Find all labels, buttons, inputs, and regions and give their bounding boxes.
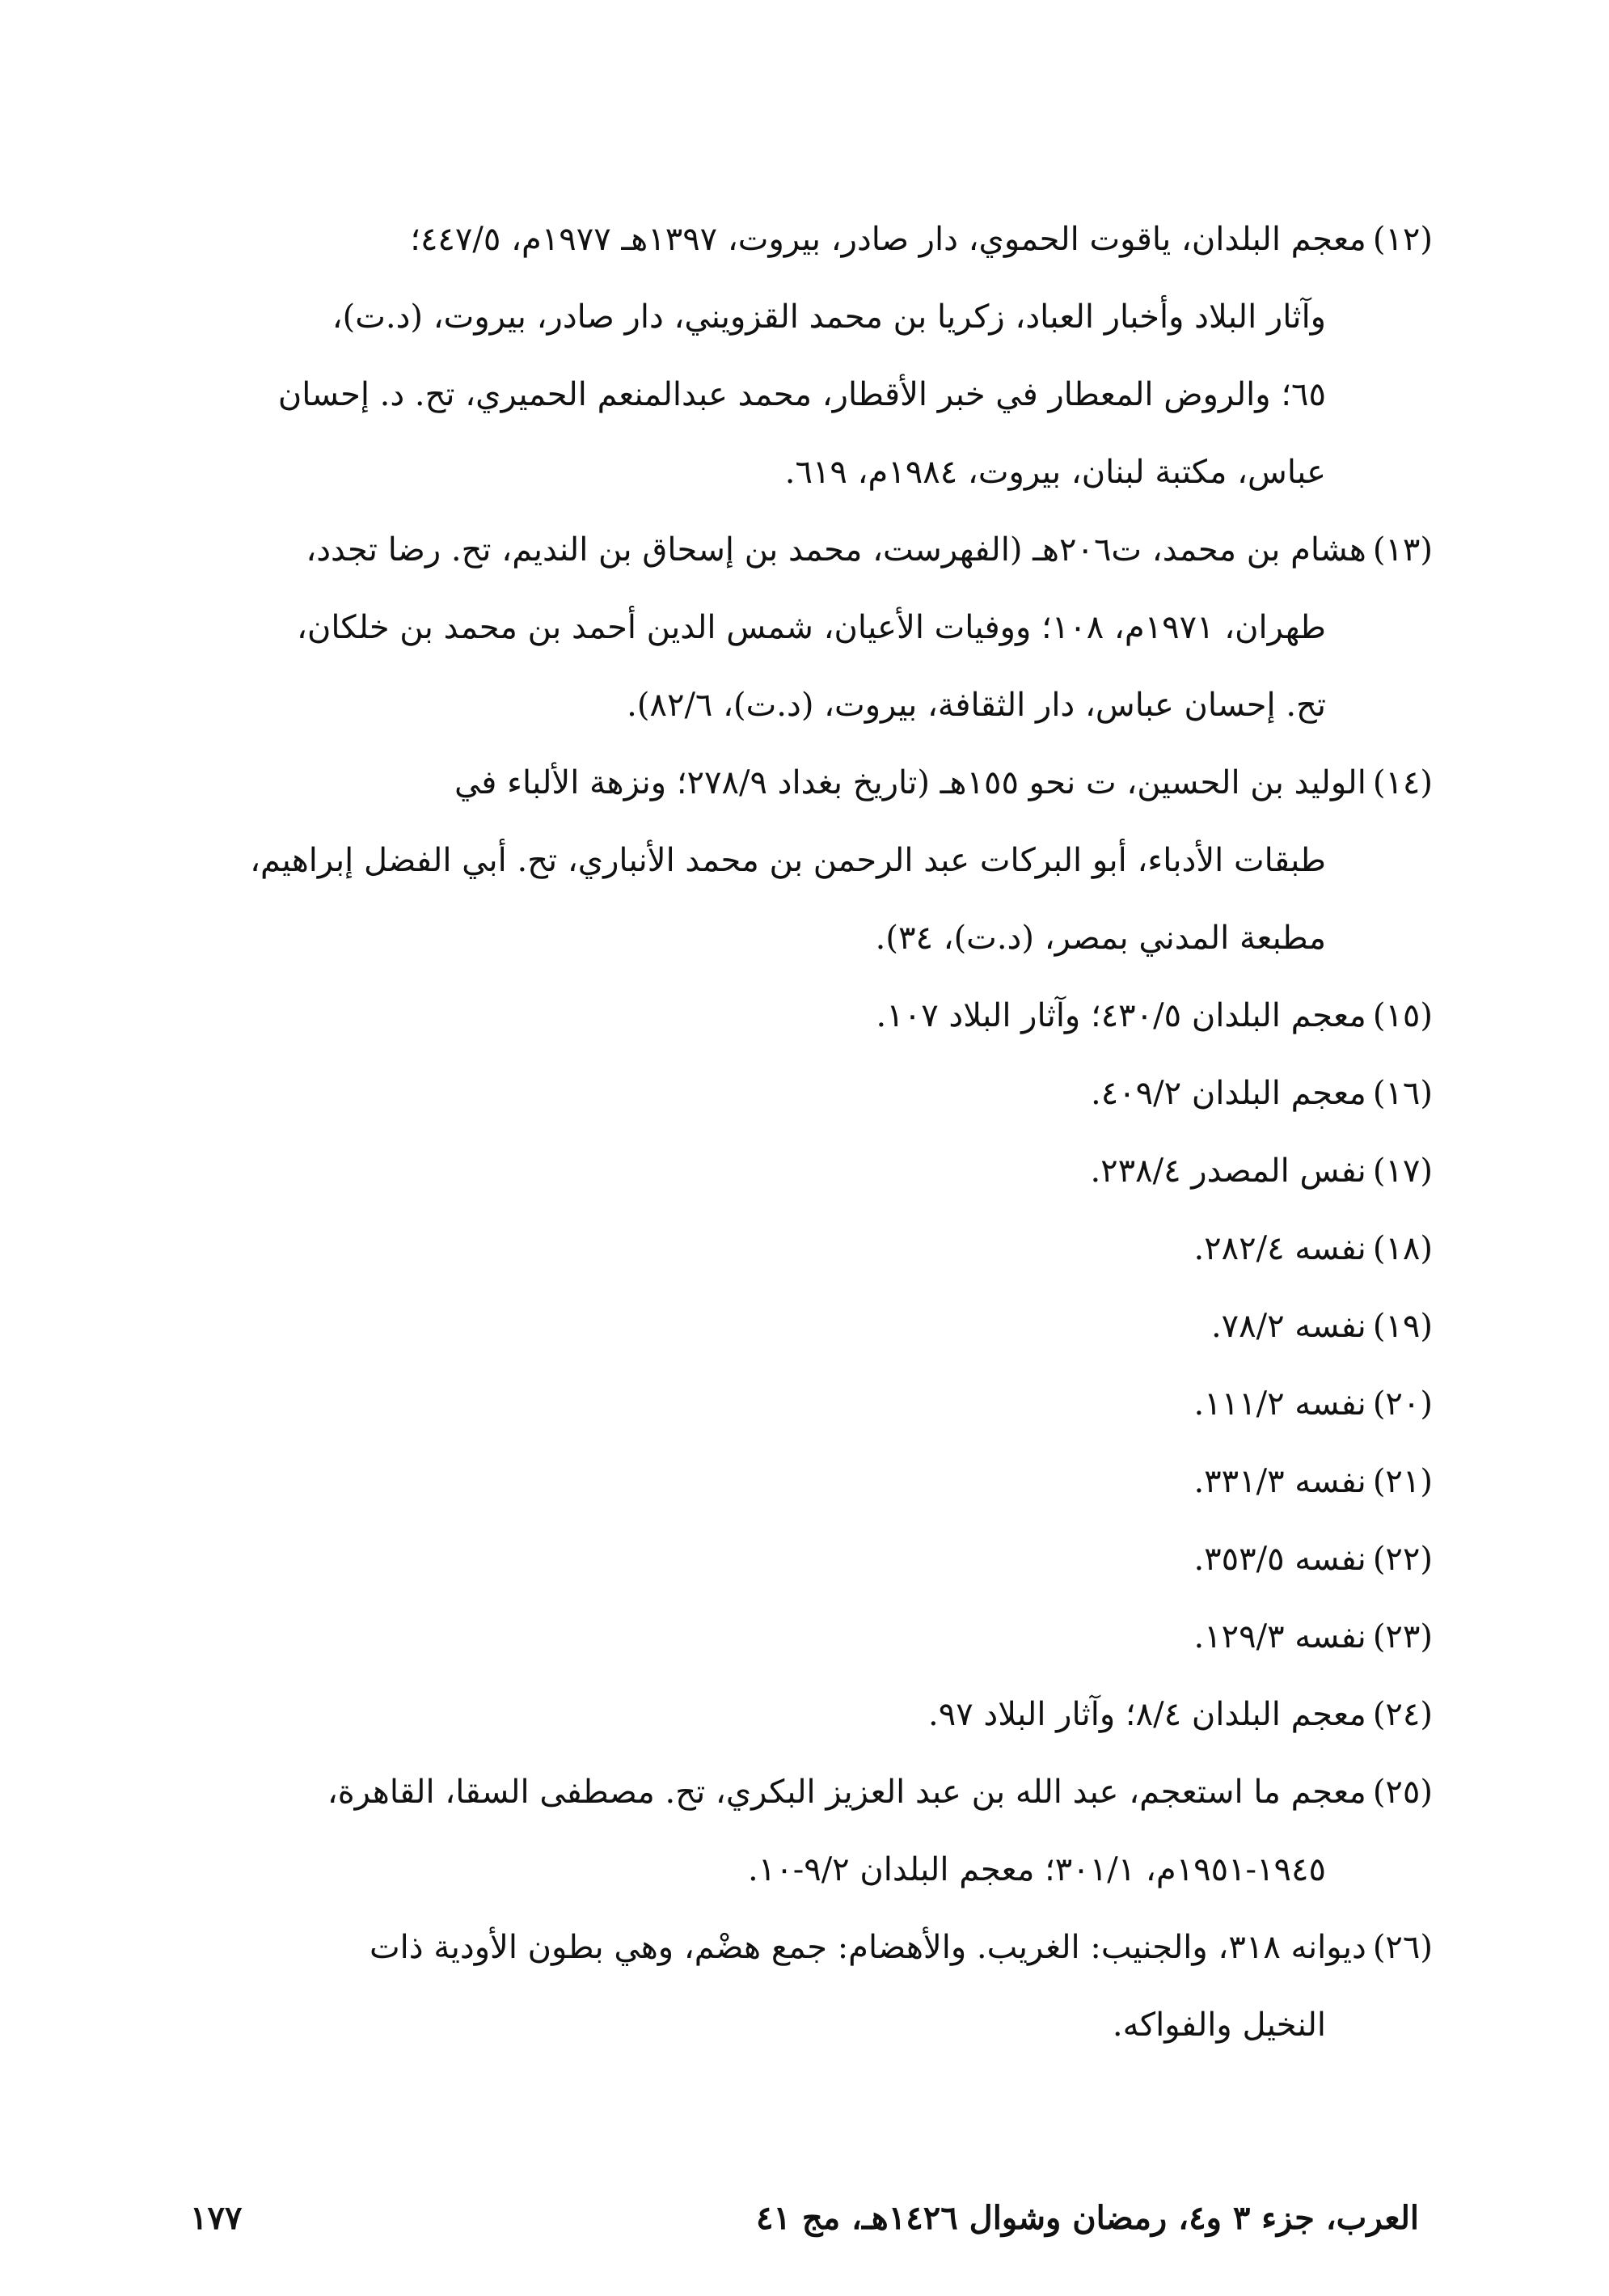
footnote-text: معجم البلدان، ياقوت الحموي، دار صادر، بيروت، ١٣٩٧هـ ١٩٧٧م، ٤٤٧/٥؛ <box>410 221 1366 258</box>
footnote-number: (٢٣) <box>1372 1618 1433 1655</box>
footnote-line: النخيل والفواكه. <box>1112 2006 1326 2044</box>
footnote-text: نفسه ٣٥٣/٥. <box>1193 1541 1366 1578</box>
footnote-13 <box>178 511 1433 744</box>
footnote-text: نفسه ٢٨٢/٤. <box>1193 1230 1366 1267</box>
footnote-number: (٢١) <box>1372 1463 1433 1500</box>
footnote-number: (٢٦) <box>1372 1929 1433 1966</box>
footnote-line: تح. إحسان عباس، دار الثقافة، بيروت، (د.ت)، ٨٢/٦). <box>627 687 1326 724</box>
footnote-line: عباس، مكتبة لبنان، بيروت، ١٩٨٤م، ٦١٩. <box>784 454 1326 491</box>
footnote-15 <box>178 977 1433 1055</box>
footnote-line: طبقات الأدباء، أبو البركات عبد الرحمن بن محمد الأنباري، تح. أبي الفضل إبراهيم، <box>250 842 1326 879</box>
footnote-number: (١٢) <box>1372 221 1433 258</box>
footnote-line: وآثار البلاد وأخبار العباد، زكريا بن محمد القزويني، دار صادر، بيروت، (د.ت)، <box>332 298 1326 336</box>
footnote-line <box>178 1909 1433 1986</box>
footnote-line: طهران، ١٩٧١م، ١٠٨؛ ووفيات الأعيان، شمس الدين أحمد بن محمد بن خلكان، <box>297 609 1326 646</box>
footnote-25 <box>178 1753 1433 1909</box>
footnote-text: نفسه ٧٨/٢. <box>1210 1308 1366 1345</box>
footnote-26 <box>178 1909 1433 2064</box>
footnote-number: (١٦) <box>1372 1075 1433 1112</box>
footnote-text: معجم البلدان ٤٠٩/٢. <box>1090 1075 1366 1112</box>
footnote-number: (٢٠) <box>1372 1385 1433 1423</box>
footnote-20 <box>178 1365 1433 1443</box>
footnotes-list <box>178 201 1433 2064</box>
footnote-21 <box>178 1443 1433 1520</box>
footnote-22 <box>178 1520 1433 1598</box>
footnote-number: (١٤) <box>1372 764 1433 801</box>
footnote-line: ٦٥؛ والروض المعطار في خبر الأقطار، محمد عبدالمنعم الحميري، تح. د. إحسان <box>277 376 1326 413</box>
footnote-14 <box>178 744 1433 977</box>
footnote-12 <box>178 201 1433 511</box>
footnote-16 <box>178 1055 1433 1132</box>
footnote-line <box>178 511 1433 589</box>
footnote-number: (١٩) <box>1372 1308 1433 1345</box>
footnote-text: معجم ما استعجم، عبد الله بن عبد العزيز البكري، تح. مصطفى السقا، القاهرة، <box>327 1774 1366 1811</box>
footnote-text: هشام بن محمد، ت٢٠٦هـ (الفهرست، محمد بن إسحاق بن النديم، تح. رضا تجدد، <box>306 531 1366 569</box>
footnote-19 <box>178 1288 1433 1365</box>
footnote-line: مطبعة المدني بمصر، (د.ت)، ٣٤). <box>875 920 1326 957</box>
footnote-18 <box>178 1210 1433 1288</box>
page-number: ١٧٧ <box>190 2198 243 2237</box>
footnote-number: (٢٤) <box>1372 1696 1433 1733</box>
footnote-number: (١٧) <box>1372 1152 1433 1190</box>
footnote-number: (١٥) <box>1372 997 1433 1034</box>
journal-citation: العرب، جزء ٣ و٤، رمضان وشوال ١٤٢٦هـ، مج ٤١ <box>755 2198 1419 2237</box>
page-footer <box>190 2193 1419 2242</box>
footnote-number: (١٨) <box>1372 1230 1433 1267</box>
footnote-line <box>178 744 1433 822</box>
footnote-line <box>178 201 1433 278</box>
footnote-line <box>178 1753 1433 1831</box>
footnote-23 <box>178 1598 1433 1676</box>
footnote-text: نفس المصدر ٢٣٨/٤. <box>1090 1152 1366 1190</box>
footnote-17 <box>178 1132 1433 1210</box>
footnote-text: نفسه ١٢٩/٣. <box>1193 1618 1366 1655</box>
footnote-text: معجم البلدان ٨/٤؛ وآثار البلاد ٩٧. <box>927 1696 1366 1733</box>
footnote-line: ١٩٤٥-١٩٥١م، ٣٠١/١؛ معجم البلدان ٩/٢-١٠. <box>748 1851 1326 1888</box>
footnote-text: ديوانه ٣١٨، والجنيب: الغريب. والأهضام: جمع هضْم، وهي بطون الأودية ذات <box>370 1929 1366 1966</box>
footnote-text: نفسه ٣٣١/٣. <box>1193 1463 1366 1500</box>
footnote-number: (٢٥) <box>1372 1774 1433 1811</box>
footnote-number: (١٣) <box>1372 531 1433 569</box>
footnote-text: معجم البلدان ٤٣٠/٥؛ وآثار البلاد ١٠٧. <box>876 997 1366 1034</box>
footnote-24 <box>178 1676 1433 1753</box>
footnote-text: الوليد بن الحسين، ت نحو ١٥٥هـ (تاريخ بغداد ٢٧٨/٩؛ ونزهة الألباء في <box>454 764 1366 801</box>
footnote-text: نفسه ١١١/٢. <box>1193 1385 1366 1423</box>
footnote-number: (٢٢) <box>1372 1541 1433 1578</box>
